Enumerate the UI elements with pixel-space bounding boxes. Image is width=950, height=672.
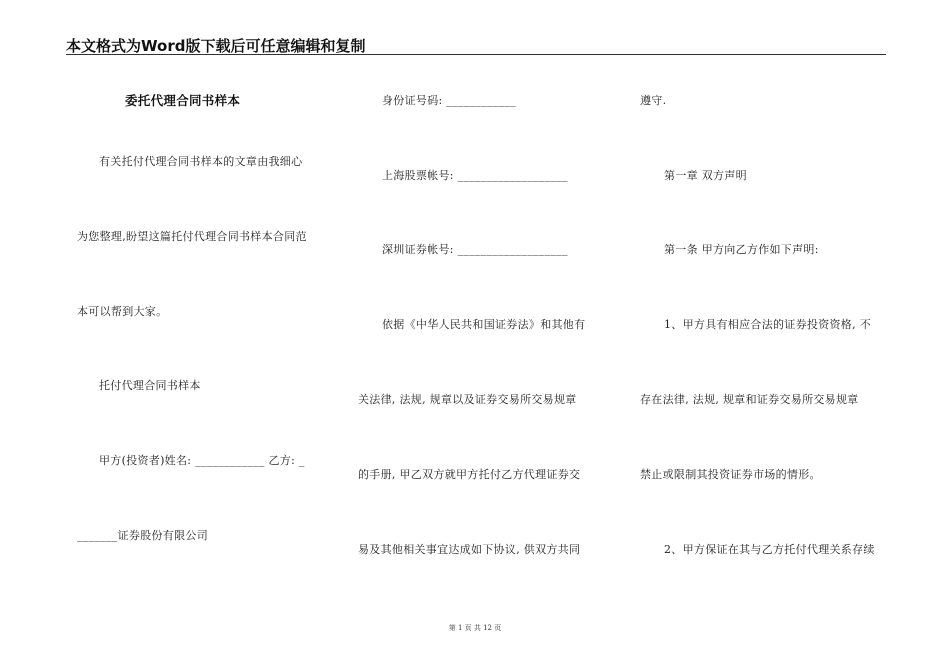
paragraph-line: 遵守. — [640, 94, 667, 107]
paragraph-line: 1、甲方具有相应合法的证券投资资格, 不 — [664, 318, 871, 331]
party-b-line: _______证券股份有限公司 — [77, 529, 208, 542]
paragraph-line: 为您整理,盼望这篇托付代理合同书样本合同范 — [77, 230, 307, 243]
paragraph-line: 存在法律, 法规, 规章和证券交易所交易规章 — [640, 393, 859, 406]
paragraph-line: 关法律, 法规, 规章以及证券交易所交易规章 — [358, 393, 577, 406]
paragraph-line: 本可以帮到大家。 — [77, 305, 168, 318]
article-heading: 第一条 甲方向乙方作如下声明: — [664, 243, 819, 256]
chapter-heading: 第一章 双方声明 — [664, 169, 747, 182]
column-2 — [358, 0, 616, 672]
column-1 — [66, 0, 336, 672]
paragraph-line: 易及其他相关事宜达成如下协议, 供双方共同 — [358, 543, 581, 556]
paragraph-line: 有关托付代理合同书样本的文章由我细心 — [99, 155, 303, 168]
column-3 — [640, 0, 890, 672]
header-text: 本文格式为Word版下载后可任意编辑和复制 — [66, 37, 366, 55]
paragraph-line: 依据《中华人民共和国证券法》和其他有 — [382, 318, 586, 331]
paragraph-line: 禁止或限制其投资证券市场的情形。 — [640, 468, 821, 481]
paragraph-line: 2、甲方保证在其与乙方托付代理关系存续 — [664, 543, 875, 556]
document-title: 委托代理合同书样本 — [125, 93, 241, 108]
page-number: 第 1 页 共 12 页 — [448, 624, 502, 632]
section-heading: 托付代理合同书样本 — [99, 379, 201, 392]
shanghai-account-line: 上海股票帐号: ___________________ — [382, 169, 568, 182]
shenzhen-account-line: 深圳证券帐号: ___________________ — [382, 243, 568, 256]
id-number-line: 身份证号码: ____________ — [382, 94, 516, 107]
paragraph-line: 的手册, 甲乙双方就甲方托付乙方代理证券交 — [358, 468, 581, 481]
party-a-name-line: 甲方(投资者)姓名: ____________ 乙方: _ — [99, 454, 305, 467]
